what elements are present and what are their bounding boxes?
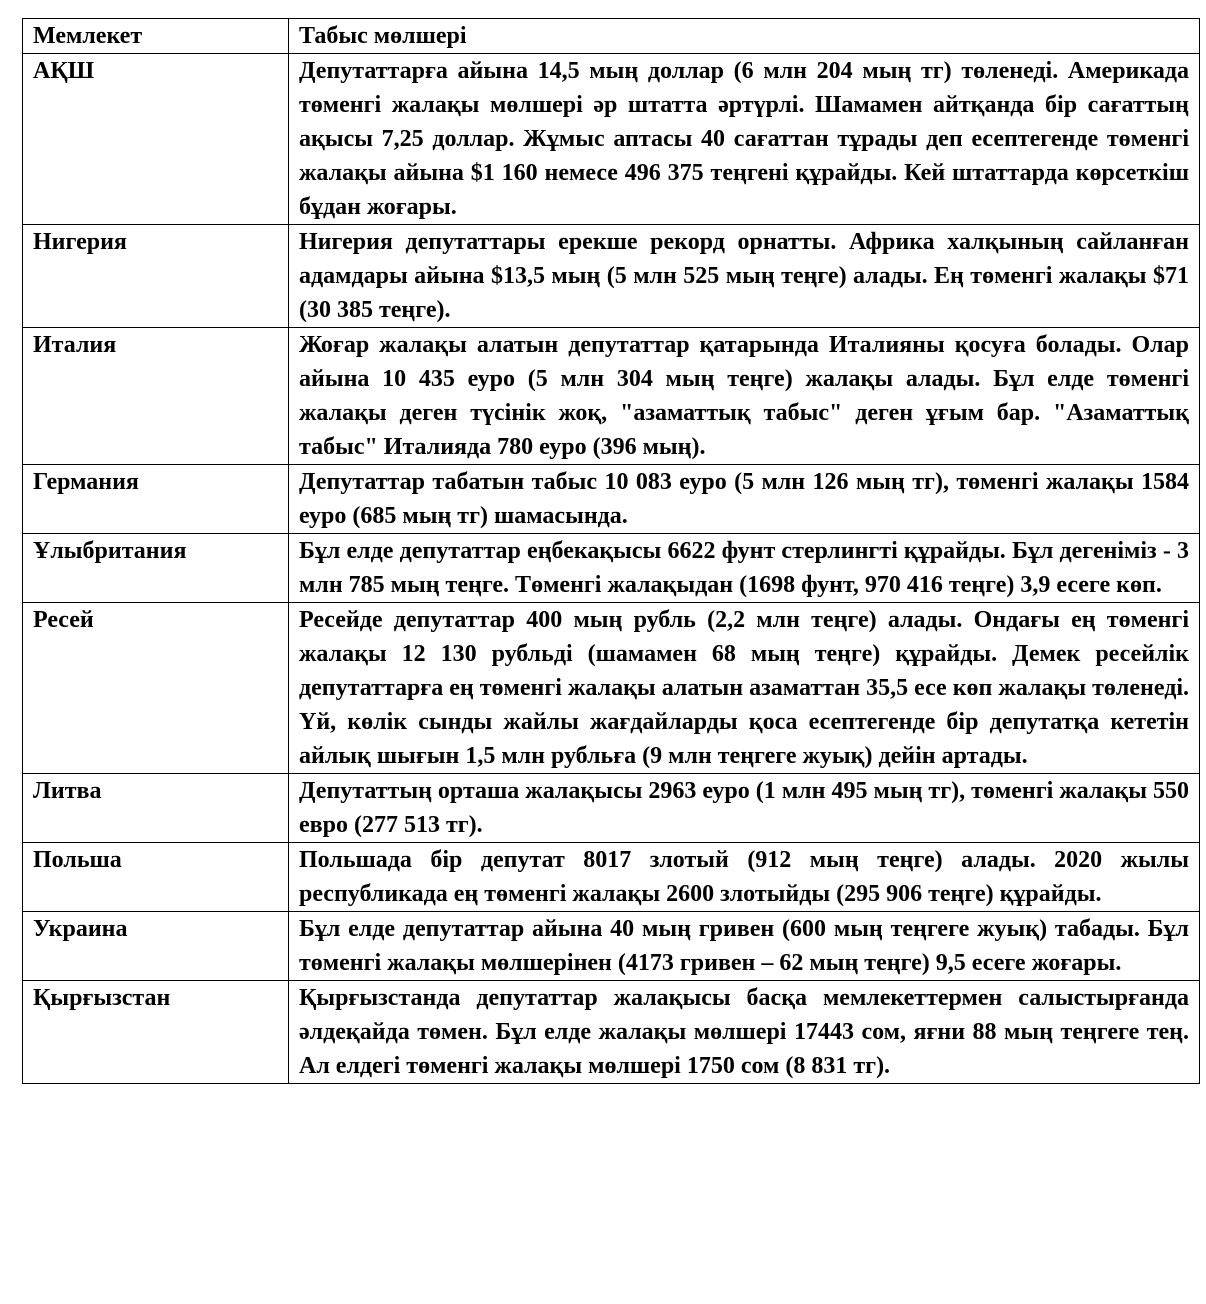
table-row (23, 328, 1200, 465)
income-cell: Жоғар жалақы алатын депутаттар қатарында Италияны қосуға болады. Олар айына 10 435 еуро (5 млн 304 мың теңге) жалақы алады. Бұл елде төменгі жалақы деген түсінік жоқ, "азаматтық табыс" деген ұғым бар. "Азаматтық табыс" Италияда 780 еуро (396 мың). (289, 328, 1200, 465)
table-header-row (23, 19, 1200, 54)
table-row (23, 981, 1200, 1084)
table-row (23, 912, 1200, 981)
income-cell: Польшада бір депутат 8017 злотый (912 мың теңге) алады. 2020 жылы республикада ең төменгі жалақы 2600 злотыйды (295 906 теңге) құрайды. (289, 843, 1200, 912)
income-cell: Ресейде депутаттар 400 мың рубль (2,2 млн теңге) алады. Ондағы ең төменгі жалақы 12 130 рубльді (шамамен 68 мың теңге) құрайды. Демек ресейлік депутаттарға ең төменгі жалақы алатын азаматтан 35,5 есе көп жалақы төленеді. Үй, көлік сынды жайлы жағдайларды қоса есептегенде бір депутатқа кететін айлық шығын 1,5 млн рубльға (9 млн теңгеге жуық) дейін артады. (289, 603, 1200, 774)
table-row (23, 843, 1200, 912)
table-row (23, 465, 1200, 534)
table-row (23, 54, 1200, 225)
country-cell: Нигерия (23, 225, 289, 328)
country-cell: Италия (23, 328, 289, 465)
table-body (23, 19, 1200, 1084)
income-cell: Депутаттарға айына 14,5 мың доллар (6 млн 204 мың тг) төленеді. Америкада төменгі жалақы мөлшері әр штатта әртүрлі. Шамамен айтқанда бір сағаттың ақысы 7,25 доллар. Жұмыс аптасы 40 сағаттан тұрады деп есептегенде төменгі жалақы айына $1 160 немесе 496 375 теңгені құрайды. Кей штаттарда көрсеткіш бұдан жоғары. (289, 54, 1200, 225)
country-cell: Украина (23, 912, 289, 981)
income-cell: Депутаттың орташа жалақысы 2963 еуро (1 млн 495 мың тг), төменгі жалақы 550 евро (277 513 тг). (289, 774, 1200, 843)
salary-table (22, 18, 1200, 1084)
income-cell: Депутаттар табатын табыс 10 083 еуро (5 млн 126 мың тг), төменгі жалақы 1584 еуро (685 мың тг) шамасында. (289, 465, 1200, 534)
income-cell: Нигерия депутаттары ерекше рекорд орнатты. Африка халқының сайланған адамдары айына $13,5 мың (5 млн 525 мың теңге) алады. Ең төменгі жалақы $71 (30 385 теңге). (289, 225, 1200, 328)
country-cell: Қырғызстан (23, 981, 289, 1084)
country-cell: Ресей (23, 603, 289, 774)
table-row (23, 225, 1200, 328)
table-row (23, 603, 1200, 774)
country-cell: Германия (23, 465, 289, 534)
country-cell: Литва (23, 774, 289, 843)
income-cell: Бұл елде депутаттар еңбекақысы 6622 фунт стерлингті құрайды. Бұл дегеніміз - 3 млн 785 мың теңге. Төменгі жалақыдан (1698 фунт, 970 416 теңге) 3,9 есеге көп. (289, 534, 1200, 603)
table-row (23, 774, 1200, 843)
income-cell: Бұл елде депутаттар айына 40 мың гривен (600 мың теңгеге жуық) табады. Бұл төменгі жалақы мөлшерінен (4173 гривен – 62 мың теңге) 9,5 есеге жоғары. (289, 912, 1200, 981)
income-cell: Қырғызстанда депутаттар жалақысы басқа мемлекеттермен салыстырғанда әлдеқайда төмен. Бұл елде жалақы мөлшері 17443 сом, яғни 88 мың теңгеге тең. Ал елдегі төменгі жалақы мөлшері 1750 сом (8 831 тг). (289, 981, 1200, 1084)
country-cell: Ұлыбритания (23, 534, 289, 603)
table-row (23, 534, 1200, 603)
header-country: Мемлекет (23, 19, 289, 54)
country-cell: АҚШ (23, 54, 289, 225)
country-cell: Польша (23, 843, 289, 912)
header-income: Табыс мөлшері (289, 19, 1200, 54)
